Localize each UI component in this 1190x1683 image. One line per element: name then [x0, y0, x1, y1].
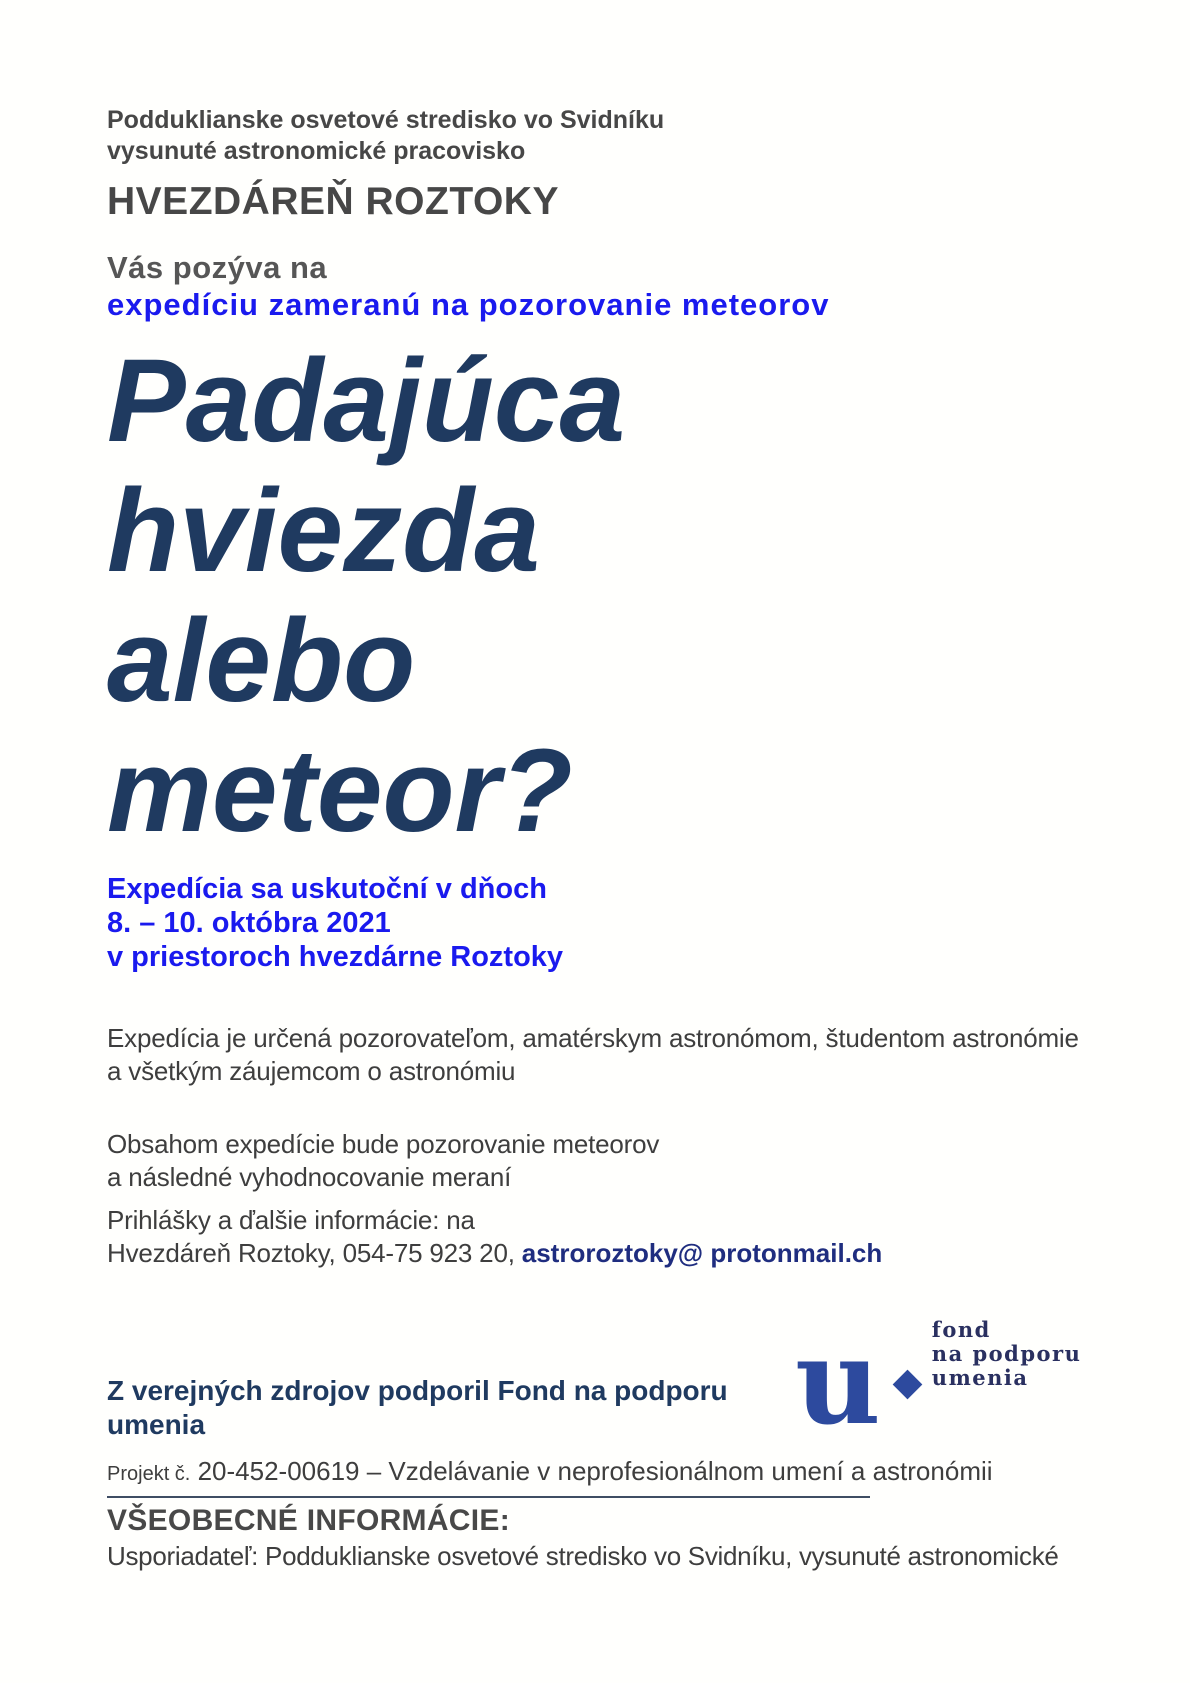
fpu-logo-text-line-3: umenia — [931, 1365, 1029, 1390]
schedule-line-1: Expedícia sa uskutoční v dňoch — [107, 873, 547, 905]
audience-line-1: Expedícia je určená pozorovateľom, amatérskym astronómom, študentom astronómie — [107, 1023, 1079, 1053]
organization-name: Podduklianske osvetové stredisko vo Svidníku — [107, 106, 665, 134]
funding-statement — [107, 1374, 767, 1442]
poster-title-line-4: meteor? — [107, 725, 573, 857]
content-line-2: a následné vyhodnocovanie meraní — [107, 1162, 512, 1192]
funding-statement-line-2: umenia — [107, 1409, 206, 1440]
content-line-1: Obsahom expedície bude pozorovanie meteorov — [107, 1129, 660, 1159]
email-link[interactable]: astroroztoky@ protonmail.ch — [521, 1238, 883, 1268]
content-paragraph — [107, 1128, 659, 1194]
poster-title-line-3: alebo — [107, 595, 416, 727]
section-divider-line — [107, 1496, 870, 1498]
organization-subunit: vysunuté astronomické pracovisko — [107, 137, 526, 165]
fpu-logo-text-line-2: na podporu — [931, 1341, 1082, 1366]
contact-line-2 — [107, 1237, 882, 1270]
poster-title — [107, 336, 625, 856]
schedule-location: v priestoroch hvezdárne Roztoky — [107, 941, 564, 973]
poster-title-line-2: hviezda — [107, 465, 540, 597]
project-number-prefix: Projekt č. — [107, 1463, 191, 1485]
fpu-logo-text-line-1: fond — [931, 1317, 991, 1342]
audience-line-2: a všetkým záujemcom o astronómiu — [107, 1056, 516, 1086]
organization-header — [107, 105, 664, 167]
project-number-line — [107, 1456, 993, 1487]
fpu-logo-diamond-dot-icon — [892, 1370, 922, 1400]
project-number-value: 20-452-00619 – Vzdelávanie v neprofesionálnom umení a astronómii — [190, 1456, 993, 1486]
schedule-block — [107, 872, 563, 974]
invite-highlight: expedíciu zameranú na pozorovanie meteorov — [107, 287, 830, 322]
contact-paragraph — [107, 1204, 882, 1270]
schedule-date: 8. – 10. októbra 2021 — [107, 907, 391, 939]
observatory-name: HVEZDÁREŇ ROZTOKY — [107, 180, 559, 223]
invite-label: Vás pozýva na — [107, 250, 328, 285]
fond-na-podporu-umenia-logo: u fond na podporu umenia — [795, 1312, 1082, 1451]
general-info-heading: VŠEOBECNÉ INFORMÁCIE: — [107, 1504, 510, 1537]
audience-paragraph — [107, 1022, 1079, 1088]
funding-statement-line-1: Z verejných zdrojov podporil Fond na podporu — [107, 1375, 728, 1406]
organizer-line: Usporiadateľ: Podduklianske osvetové stredisko vo Svidníku, vysunuté astronomické — [107, 1541, 1059, 1571]
contact-phone: Hvezdáreň Roztoky, 054-75 923 20, — [107, 1238, 522, 1268]
poster-title-line-1: Padajúca — [107, 335, 626, 467]
contact-line-1: Prihlášky a ďalšie informácie: na — [107, 1205, 475, 1235]
fpu-logo-wordmark — [932, 1318, 1082, 1390]
